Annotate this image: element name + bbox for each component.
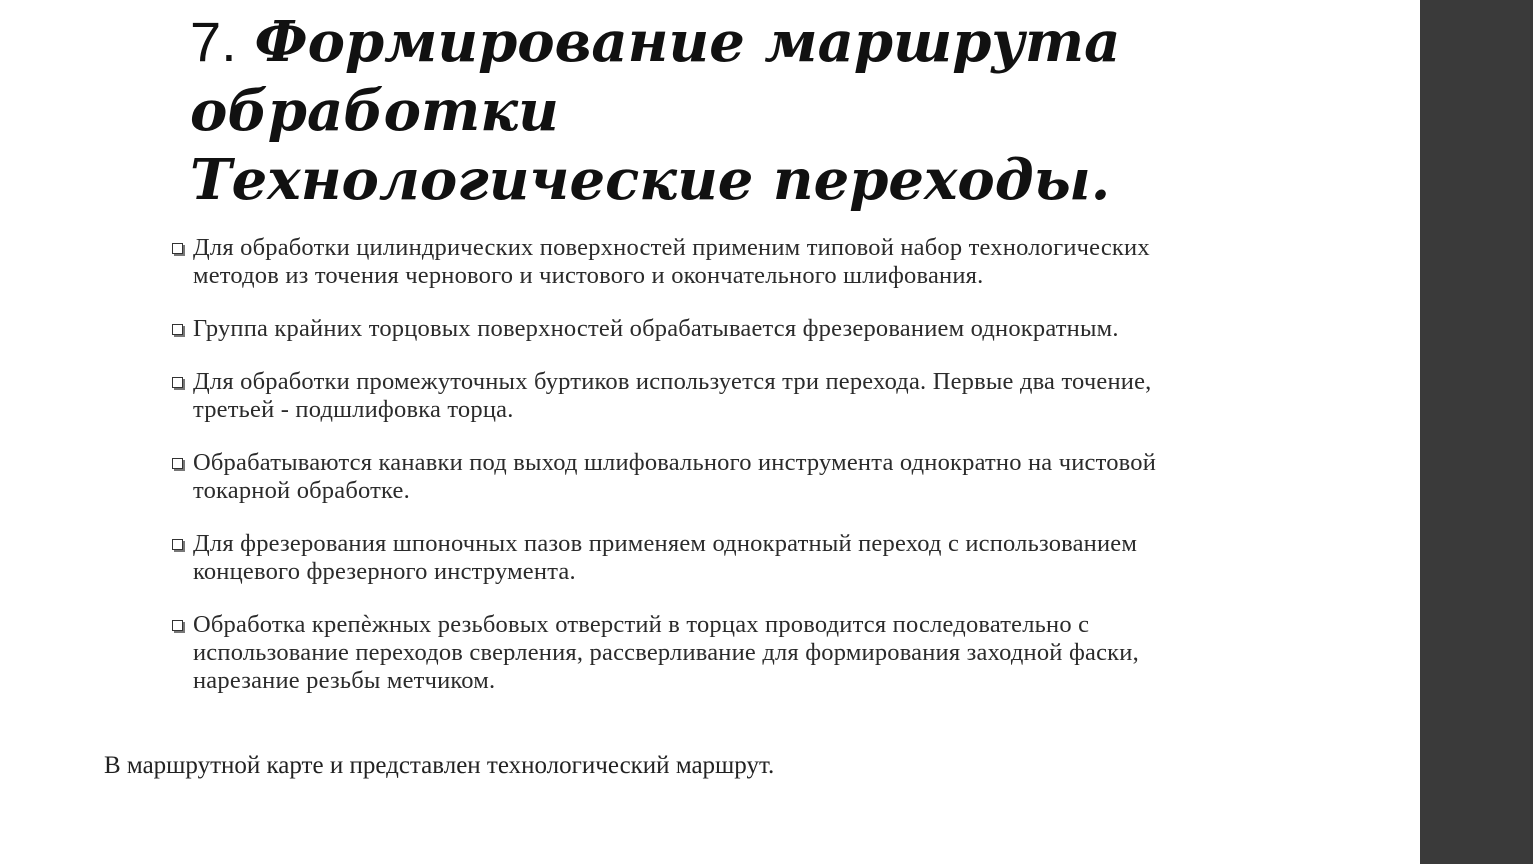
hollow-square-bullet-icon (172, 243, 183, 254)
bullet-text: Для обработки цилиндрических поверхностей применим типовой набор технологических методов из точения чернового и чистового и окончательного шлифования. (193, 234, 1150, 289)
hollow-square-bullet-icon (172, 539, 183, 550)
hollow-square-bullet-icon (172, 324, 183, 335)
title-number: 7. (190, 10, 237, 73)
bullet-list (170, 234, 1230, 695)
list-item (170, 368, 1230, 424)
list-item (170, 234, 1230, 290)
bullet-text: Обрабатываются канавки под выход шлифовального инструмента однократно на чистовой токарной обработке. (193, 449, 1157, 504)
bullet-text: Для обработки промежуточных буртиков используется три перехода. Первые два точение, третьей - подшлифовка торца. (193, 368, 1152, 423)
hollow-square-bullet-icon (172, 377, 183, 388)
slide-title (190, 8, 1340, 215)
hollow-square-bullet-icon (172, 458, 183, 469)
title-line-2: обработки (190, 78, 559, 144)
list-item (170, 449, 1230, 505)
bullet-text: Для фрезерования шпоночных пазов применяем однократный переход с использованием концевого фрезерного инструмента. (193, 530, 1138, 585)
footer-text: В маршрутной карте и представлен технологический маршрут. (104, 752, 775, 779)
bullet-text: Группа крайних торцовых поверхностей обрабатывается фрезерованием однократным. (193, 315, 1119, 342)
title-line-3: Технологические переходы. (190, 147, 1111, 213)
side-bar (1420, 0, 1533, 864)
title-line-1: Формирование маршрута (254, 9, 1121, 75)
hollow-square-bullet-icon (172, 620, 183, 631)
list-item (170, 530, 1230, 586)
list-item (170, 611, 1230, 695)
list-item (170, 315, 1230, 343)
bullet-text: Обработка крепѐжных резьбовых отверстий в торцах проводится последовательно с использование переходов сверления, рассверливание для формирования заходной фаски, нарезание резьбы метчиком. (193, 611, 1139, 694)
